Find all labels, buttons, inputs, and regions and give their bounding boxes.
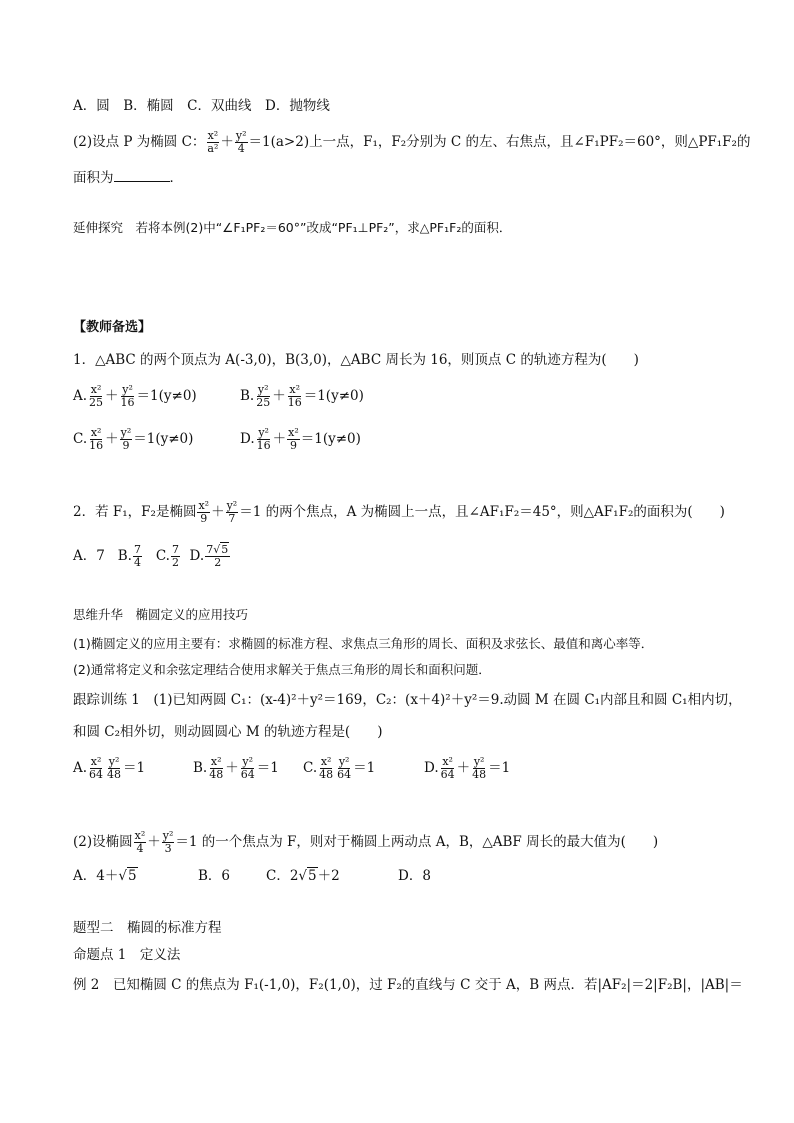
q2-line2 [73, 168, 183, 188]
option-label: D. [189, 548, 205, 564]
fraction [120, 427, 133, 452]
denominator: 48 [472, 768, 487, 781]
denominator: 16 [256, 439, 271, 452]
numerator: x² [207, 129, 219, 142]
plus-sign: ＋ [220, 134, 234, 150]
t1-option-c[interactable]: C. $\frac{\text{x²}}{16}$ ＋ $\frac{\text{y²}}{9}$ ＝1(y≠0) [73, 426, 194, 452]
t1-option-a[interactable]: A. $\frac{\text{x²}}{25}$ ＋ $\frac{\text{y²}}{16}$ ＝1(y≠0) [73, 383, 197, 409]
q2-line1 [73, 130, 750, 155]
fraction [208, 756, 224, 781]
numerator: x² [320, 755, 332, 768]
denominator: 4 [136, 842, 144, 855]
numerator: y² [162, 829, 174, 842]
fraction [336, 756, 352, 781]
t2-option-a[interactable]: A．7 [73, 548, 105, 564]
denominator: 64 [240, 768, 255, 781]
option-tail: ＋2 [317, 868, 340, 884]
option-tail: ＝1 [123, 760, 146, 776]
denominator: 9 [200, 512, 208, 525]
teacher-section-header: 【教师备选】 [73, 320, 152, 335]
track2-option-c[interactable]: C．2√5＋2 [266, 868, 340, 884]
option-text: C．2 [266, 868, 299, 884]
track2-stem: (2)设椭圆 $\frac{\text{x²}}{4}$ ＋ $\frac{\text{y²}}{3}$ ＝1 的一个焦点为 F，则对于椭圆上两动点 A，B，△ABF 周长的最大值为( ) [73, 829, 659, 855]
option-text: A．4＋ [73, 868, 119, 884]
fraction [88, 756, 104, 781]
track1-option-b[interactable]: B. $\frac{\text{x²}}{48}$ ＋ $\frac{\text{y²}}{64}$ ＝1 [193, 755, 279, 781]
fraction [235, 130, 248, 155]
t2-stem: 2．若 F₁，F₂是椭圆 $\frac{\text{x²}}{9}$ ＋ $\frac{\text{y²}}{7}$ ＝1 的两个焦点，A 为椭圆上一点，且∠AF₁F₂＝45°，则△AF₁F₂的面积为( ) [73, 499, 725, 525]
thinking-title: 思维升华 椭圆定义的应用技巧 [73, 607, 249, 622]
track2-prefix: (2)设椭圆 [73, 834, 133, 850]
option-tail: ＝1(y≠0) [300, 431, 361, 447]
denominator: 3 [164, 842, 172, 855]
extension-question: 延伸探究 若将本例(2)中“∠F₁PF₂＝60°”改成“PF₁⊥PF₂”，求△PF₁F₂的面积． [73, 220, 512, 235]
option-label: A. [73, 388, 88, 404]
track2-option-b[interactable]: B．6 [198, 868, 231, 884]
fraction [134, 830, 147, 855]
option-tail: ＝1 [256, 760, 279, 776]
fraction [255, 384, 271, 409]
t2-option-b[interactable] [117, 543, 143, 569]
fraction [471, 756, 487, 781]
numerator: y² [257, 383, 269, 396]
q2-prefix: (2)设点 P 为椭圆 C： [73, 134, 206, 150]
numerator: 7 [133, 543, 141, 556]
radicand: 5 [221, 543, 229, 556]
t2-options [73, 544, 231, 569]
coefficient: 7 [206, 543, 214, 556]
denominator: 2 [214, 556, 222, 569]
subsection-heading: 命题点 1 定义法 [73, 947, 181, 963]
fraction [240, 756, 256, 781]
numerator: y² [120, 426, 132, 439]
track1-line2: 和圆 C₂相外切，则动圆圆心 M 的轨迹方程是( ) [73, 724, 383, 740]
fraction [171, 544, 180, 569]
fraction [226, 500, 239, 525]
fraction [197, 500, 210, 525]
denominator: 64 [440, 768, 455, 781]
t2-prefix: 2．若 F₁，F₂是椭圆 [73, 504, 197, 520]
denominator: 25 [256, 396, 271, 409]
fraction [133, 544, 142, 569]
answer-blank[interactable] [114, 169, 170, 182]
t2-option-c[interactable] [155, 543, 181, 569]
denominator: 48 [209, 768, 224, 781]
option-label: B. [193, 760, 208, 776]
fraction [88, 427, 104, 452]
radicand: 5 [127, 868, 137, 884]
t2-option-d[interactable] [189, 543, 232, 569]
option-label: A. [73, 760, 88, 776]
fraction [162, 830, 175, 855]
denominator: 16 [89, 439, 104, 452]
option-label: D. [424, 760, 439, 776]
track2-option-a[interactable]: A．4＋√5 [73, 868, 137, 884]
option-label: C. [155, 548, 170, 564]
option-tail: ＝1(y≠0) [136, 388, 197, 404]
numerator: x² [90, 426, 102, 439]
numerator: x² [198, 499, 210, 512]
denominator: 25 [89, 396, 104, 409]
fraction [440, 756, 456, 781]
thinking-point-1: (1)椭圆定义的应用主要有：求椭圆的标准方程、求焦点三角形的周长、面积及求弦长、最值和离心率等． [73, 636, 654, 651]
example-2: 例 2 已知椭圆 C 的焦点为 F₁(-1,0)，F₂(1,0)，过 F₂的直线与 C 交于 A，B 两点．若|AF₂|＝2|F₂B|，|AB|＝ [73, 977, 743, 993]
numerator: x² [210, 755, 222, 768]
t2-rest: ＝1 的两个焦点，A 为椭圆上一点，且∠AF₁F₂＝45°，则△AF₁F₂的面积为( ) [239, 504, 725, 520]
denominator: 64 [337, 768, 352, 781]
denominator: 4 [133, 556, 141, 569]
denominator: 48 [107, 768, 122, 781]
fraction [256, 427, 272, 452]
q2-tail: ． [169, 170, 183, 186]
numerator: x² [288, 426, 299, 439]
option-tail: ＝1(y≠0) [133, 431, 194, 447]
denominator: 9 [122, 439, 130, 452]
q2-area-label: 面积为 [73, 170, 114, 186]
numerator: y² [473, 755, 485, 768]
numerator: y² [108, 755, 120, 768]
q1-options: A．圆 B．椭圆 C．双曲线 D．抛物线 [73, 98, 330, 114]
t1-stem: 1．△ABC 的两个顶点为 A(-3,0)，B(3,0)，△ABC 周长为 16，则顶点 C 的轨迹方程为( ) [73, 352, 639, 368]
denominator: 16 [120, 396, 135, 409]
numerator: 7√5 [206, 543, 229, 556]
track1-line1: 跟踪训练 1 (1)已知两圆 C₁：(x-4)²＋y²＝169，C₂：(x＋4)²＋y²＝9.动圆 M 在圆 C₁内部且和圆 C₁相内切， [73, 692, 742, 708]
numerator: y² [122, 383, 133, 396]
numerator: y² [258, 426, 269, 439]
option-label: B. [240, 388, 255, 404]
option-label: B. [117, 548, 132, 564]
option-tail: ＝1(y≠0) [303, 388, 364, 404]
t1-option-d[interactable]: D. $\frac{\text{y²}}{16}$ ＋ $\frac{\text{x²}}{9}$ ＝1(y≠0) [240, 426, 361, 452]
denominator: 4 [237, 142, 245, 155]
t1-option-b[interactable]: B. $\frac{\text{y²}}{25}$ ＋ $\frac{\text{x²}}{16}$ ＝1(y≠0) [240, 383, 364, 409]
fraction [287, 384, 303, 409]
option-label: C. [73, 431, 88, 447]
denominator: a² [207, 142, 219, 155]
track2-rest: ＝1 的一个焦点为 F，则对于椭圆上两动点 A，B，△ABF 周长的最大值为( ) [175, 834, 659, 850]
denominator: 7 [228, 512, 236, 525]
numerator: y² [226, 499, 238, 512]
track1-option-a[interactable] [73, 756, 145, 781]
denominator: 64 [89, 768, 104, 781]
option-tail: ＝1 [353, 760, 376, 776]
denominator: 16 [287, 396, 302, 409]
fraction [205, 544, 230, 569]
numerator: x² [442, 755, 453, 768]
q2-mid: ＝1(a>2)上一点，F₁，F₂分别为 C 的左、右焦点，且∠F₁PF₂＝60°，则△PF₁F₂的 [248, 134, 751, 150]
numerator: y² [338, 755, 350, 768]
numerator: 7 [171, 543, 179, 556]
numerator: x² [134, 829, 146, 842]
track2-option-d[interactable]: D．8 [398, 868, 431, 884]
fraction [206, 130, 219, 155]
fraction [106, 756, 122, 781]
denominator: 48 [319, 768, 334, 781]
fraction [287, 427, 300, 452]
option-label: D. [240, 431, 255, 447]
numerator: x² [289, 383, 301, 396]
track1-option-c[interactable] [303, 756, 375, 781]
fraction [318, 756, 334, 781]
denominator: 2 [171, 556, 179, 569]
section-heading: 题型二 椭圆的标准方程 [73, 920, 222, 936]
radicand: 5 [308, 868, 317, 884]
numerator: x² [90, 755, 102, 768]
thinking-point-2: (2)通常将定义和余弦定理结合使用求解关于焦点三角形的周长和面积问题． [73, 662, 491, 677]
numerator: x² [90, 383, 102, 396]
fraction [88, 384, 104, 409]
option-tail: ＝1 [488, 760, 511, 776]
option-label: C. [303, 760, 318, 776]
numerator: y² [235, 129, 247, 142]
track1-option-d[interactable]: D. $\frac{\text{x²}}{64}$ ＋ $\frac{\text{y²}}{48}$ ＝1 [424, 755, 511, 781]
numerator: y² [242, 755, 254, 768]
fraction [120, 384, 136, 409]
denominator: 9 [289, 439, 297, 452]
